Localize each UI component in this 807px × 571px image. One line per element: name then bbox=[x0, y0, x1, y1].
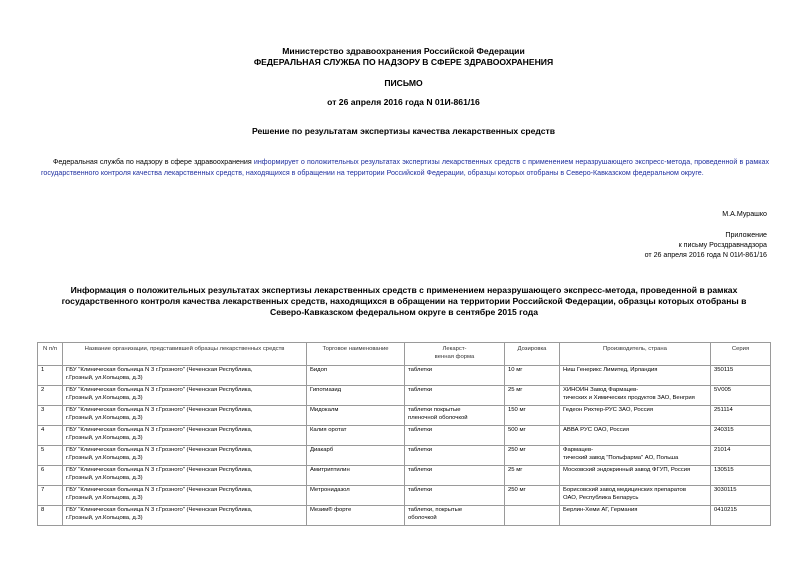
cell-series bbox=[711, 406, 771, 426]
cell-org-text: г.Грозный, ул.Кольцова, д.3) bbox=[66, 454, 143, 461]
document-subject: Решение по результатам экспертизы качества лекарственных средств bbox=[251, 126, 556, 136]
cell-form bbox=[405, 446, 505, 466]
cell-maker-text: АВВА РУС ОАО, Россия bbox=[563, 427, 630, 433]
cell-form bbox=[405, 386, 505, 406]
cell-series bbox=[711, 486, 771, 506]
cell-dose bbox=[505, 486, 560, 506]
cell-org bbox=[63, 426, 307, 446]
cell-org-text: г.Грозный, ул.Кольцова, д.3) bbox=[66, 474, 143, 481]
cell-trade-text: Амитриптилин bbox=[310, 467, 350, 473]
cell-num bbox=[38, 486, 63, 506]
signature: М.А.Мурашко bbox=[722, 210, 767, 218]
cell-maker-text: Борисовский завод медицинских препаратов bbox=[563, 487, 686, 493]
cell-org-text: г.Грозный, ул.Кольцова, д.3) bbox=[66, 414, 143, 421]
cell-org-text: ГБУ "Клиническая больница N 3 г.Грозного" (Чеченская Республика, bbox=[66, 427, 253, 433]
col-header-form bbox=[405, 343, 505, 366]
table-row bbox=[38, 486, 771, 506]
cell-series bbox=[711, 506, 771, 526]
cell-series bbox=[711, 366, 771, 386]
cell-maker bbox=[560, 386, 711, 406]
cell-maker bbox=[560, 446, 711, 466]
ministry-name: Министерство здравоохранения Российской Федерации bbox=[282, 46, 525, 56]
cell-num-text: 1 bbox=[41, 367, 45, 373]
cell-dose-text: 500 мг bbox=[508, 427, 526, 433]
cell-maker bbox=[560, 486, 711, 506]
cell-org-text: г.Грозный, ул.Кольцова, д.3) bbox=[66, 374, 143, 381]
cell-trade bbox=[307, 466, 405, 486]
cell-series-text: 251114 bbox=[714, 407, 733, 413]
cell-org-text: ГБУ "Клиническая больница N 3 г.Грозного" (Чеченская Республика, bbox=[66, 367, 253, 373]
cell-trade-text: Диакарб bbox=[310, 447, 334, 453]
document-date: от 26 апреля 2016 года N 01И-861/16 bbox=[327, 97, 480, 107]
cell-org-text: г.Грозный, ул.Кольцова, д.3) bbox=[66, 494, 143, 501]
col-header-org: Название организации, представившей образцы лекарственных средств bbox=[63, 343, 307, 366]
cell-dose bbox=[505, 466, 560, 486]
cell-form-text: таблетки bbox=[408, 487, 433, 493]
cell-org bbox=[63, 366, 307, 386]
cell-dose bbox=[505, 366, 560, 386]
cell-num bbox=[38, 406, 63, 426]
cell-num-text: 8 bbox=[41, 507, 45, 513]
cell-trade bbox=[307, 486, 405, 506]
cell-maker-text: Ниш Генерикс Лимитед, Ирландия bbox=[563, 367, 658, 373]
cell-form-text: таблетки bbox=[408, 467, 433, 473]
cell-trade-text: Мезим® форте bbox=[310, 507, 352, 513]
cell-maker bbox=[560, 406, 711, 426]
cell-dose-text: 250 мг bbox=[508, 447, 526, 453]
cell-dose-text: 25 мг bbox=[508, 467, 523, 473]
cell-dose bbox=[505, 386, 560, 406]
document-type: ПИСЬМО bbox=[384, 78, 423, 88]
table-row bbox=[38, 366, 771, 386]
cell-maker-text: Гедеон Рихтер-РУС ЗАО, Россия bbox=[563, 407, 654, 413]
cell-form-text: таблетки bbox=[408, 367, 433, 373]
cell-org-text: ГБУ "Клиническая больница N 3 г.Грозного" (Чеченская Республика, bbox=[66, 507, 253, 513]
cell-org-text: ГБУ "Клиническая больница N 3 г.Грозного" (Чеченская Республика, bbox=[66, 467, 253, 473]
col-header-form-line: венная форма bbox=[434, 353, 475, 360]
cell-trade-text: Мидокалм bbox=[310, 407, 339, 413]
cell-maker-text: Московский эндокринный завод ФГУП, Россия bbox=[563, 467, 691, 473]
cell-org-text: ГБУ "Клиническая больница N 3 г.Грозного" (Чеченская Республика, bbox=[66, 447, 253, 453]
cell-dose-text: 10 мг bbox=[508, 367, 523, 373]
cell-form bbox=[405, 506, 505, 526]
cell-series bbox=[711, 466, 771, 486]
cell-series bbox=[711, 426, 771, 446]
cell-num bbox=[38, 446, 63, 466]
cell-num-text: 7 bbox=[41, 487, 45, 493]
cell-form-text: таблетки, покрытые bbox=[408, 507, 463, 513]
cell-series-text: 0410215 bbox=[714, 507, 737, 513]
cell-org-text: ГБУ "Клиническая больница N 3 г.Грозного" (Чеченская Республика, bbox=[66, 407, 253, 413]
cell-dose bbox=[505, 506, 560, 526]
cell-dose bbox=[505, 426, 560, 446]
cell-series bbox=[711, 446, 771, 466]
cell-trade bbox=[307, 366, 405, 386]
info-title-line: Северо-Кавказском федеральном округе в сентябре 2015 года bbox=[270, 307, 538, 317]
cell-org-text: ГБУ "Клиническая больница N 3 г.Грозного" (Чеченская Республика, bbox=[66, 487, 253, 493]
cell-org bbox=[63, 406, 307, 426]
cell-form bbox=[405, 486, 505, 506]
cell-num-text: 2 bbox=[41, 387, 45, 393]
cell-org bbox=[63, 506, 307, 526]
cell-maker bbox=[560, 506, 711, 526]
cell-num-text: 3 bbox=[41, 407, 45, 413]
cell-maker-text: ОАО, Республика Беларусь bbox=[563, 494, 639, 501]
cell-dose-text: 150 мг bbox=[508, 407, 526, 413]
service-name: ФЕДЕРАЛЬНАЯ СЛУЖБА ПО НАДЗОРУ В СФЕРЕ ЗДРАВООХРАНЕНИЯ bbox=[253, 57, 554, 67]
cell-series-text: 130515 bbox=[714, 467, 734, 473]
cell-num bbox=[38, 366, 63, 386]
cell-form-text: таблетки bbox=[408, 387, 433, 393]
cell-trade bbox=[307, 406, 405, 426]
cell-maker bbox=[560, 366, 711, 386]
cell-dose-text: 250 мг bbox=[508, 487, 526, 493]
cell-num-text: 4 bbox=[41, 427, 45, 433]
cell-maker-text: Фармацев- bbox=[563, 447, 594, 453]
cell-form bbox=[405, 466, 505, 486]
cell-maker-text: ХИНОИН Завод Фармацев- bbox=[563, 387, 639, 393]
cell-org-text: ГБУ "Клиническая больница N 3 г.Грозного" (Чеченская Республика, bbox=[66, 387, 253, 393]
cell-form-text: таблетки bbox=[408, 427, 433, 433]
cell-form-text: пленочной оболочкой bbox=[408, 414, 468, 421]
info-title-line: Информация о положительных результатах экспертизы лекарственных средств с применением неразрушающего экспресс-метода, проведенной в рамках bbox=[70, 285, 738, 295]
cell-series bbox=[711, 386, 771, 406]
cell-trade bbox=[307, 446, 405, 466]
cell-form-text: оболочкой bbox=[408, 514, 437, 521]
cell-form bbox=[405, 426, 505, 446]
cell-num bbox=[38, 426, 63, 446]
info-title bbox=[40, 285, 768, 318]
col-header-num: N п/п bbox=[38, 343, 63, 366]
cell-org-text: г.Грозный, ул.Кольцова, д.3) bbox=[66, 514, 143, 521]
info-title-line: государственного контроля качества лекарственных средств, находящихся в обращении на территории Российской Федерации, образцы которых отобраны в bbox=[61, 296, 747, 306]
cell-org bbox=[63, 466, 307, 486]
cell-series-text: 3030115 bbox=[714, 487, 737, 493]
cell-org-text: г.Грозный, ул.Кольцова, д.3) bbox=[66, 434, 143, 441]
cell-form-text: таблетки bbox=[408, 447, 433, 453]
cell-trade-text: Калия оротат bbox=[310, 427, 347, 433]
intro-text-start: Федеральная служба по надзору в сфере здравоохранения bbox=[53, 158, 254, 166]
cell-org bbox=[63, 446, 307, 466]
cell-trade-text: Метронидазол bbox=[310, 487, 350, 493]
cell-form bbox=[405, 366, 505, 386]
cell-org-text: г.Грозный, ул.Кольцова, д.3) bbox=[66, 394, 143, 401]
cell-maker-text: тический завод "Польфарма" АО, Польша bbox=[563, 454, 679, 461]
col-header-series: Серия bbox=[711, 343, 771, 366]
cell-dose bbox=[505, 406, 560, 426]
cell-org bbox=[63, 386, 307, 406]
cell-series-text: 21014 bbox=[714, 447, 731, 453]
intro-paragraph bbox=[41, 157, 769, 179]
table-row bbox=[38, 406, 771, 426]
table-row bbox=[38, 446, 771, 466]
cell-series-text: 240315 bbox=[714, 427, 734, 433]
table-header-row bbox=[38, 343, 771, 366]
cell-trade bbox=[307, 426, 405, 446]
col-header-dose: Дозировка bbox=[505, 343, 560, 366]
cell-num-text: 6 bbox=[41, 467, 45, 473]
cell-dose bbox=[505, 446, 560, 466]
document-header bbox=[0, 46, 807, 68]
col-header-form-line: Лекарст- bbox=[442, 346, 467, 352]
appendix-block bbox=[645, 230, 767, 260]
cell-num bbox=[38, 506, 63, 526]
cell-trade-text: Бидоп bbox=[310, 367, 328, 373]
cell-maker-text: Берлин-Хеми АГ, Германия bbox=[563, 507, 638, 513]
cell-dose-text: 25 мг bbox=[508, 387, 523, 393]
cell-maker bbox=[560, 426, 711, 446]
col-header-maker: Производитель, страна bbox=[560, 343, 711, 366]
table-row bbox=[38, 466, 771, 486]
table-row bbox=[38, 506, 771, 526]
cell-org bbox=[63, 486, 307, 506]
cell-maker bbox=[560, 466, 711, 486]
cell-num bbox=[38, 386, 63, 406]
table-row bbox=[38, 426, 771, 446]
cell-trade-text: Гипотиазид bbox=[310, 387, 342, 393]
appendix-ref: к письму Росздравнадзора bbox=[678, 241, 767, 249]
cell-form-text: таблетки покрытые bbox=[408, 407, 461, 413]
appendix-label: Приложение bbox=[725, 231, 767, 239]
results-table bbox=[37, 342, 771, 526]
col-header-trade: Торговое наименование bbox=[307, 343, 405, 366]
cell-num-text: 5 bbox=[41, 447, 45, 453]
cell-trade bbox=[307, 386, 405, 406]
cell-series-text: 5V005 bbox=[714, 387, 732, 393]
cell-form bbox=[405, 406, 505, 426]
appendix-date: от 26 апреля 2016 года N 01И-861/16 bbox=[644, 251, 767, 259]
cell-maker-text: тических и Химических продуктов ЗАО, Венгрия bbox=[563, 394, 695, 401]
intro-link[interactable]: информирует о положительных результатах экспертизы лекарственных средств с применением неразрушающего экспресс-метода, проведенной в рамках государственного контроля качества лекарственных средств, находящихся в обращении на территории Российской Федерации, образцы которых отобраны в Северо-Кавказском федеральном округе. bbox=[41, 158, 769, 177]
cell-series-text: 350115 bbox=[714, 367, 734, 373]
cell-trade bbox=[307, 506, 405, 526]
table-row bbox=[38, 386, 771, 406]
cell-num bbox=[38, 466, 63, 486]
